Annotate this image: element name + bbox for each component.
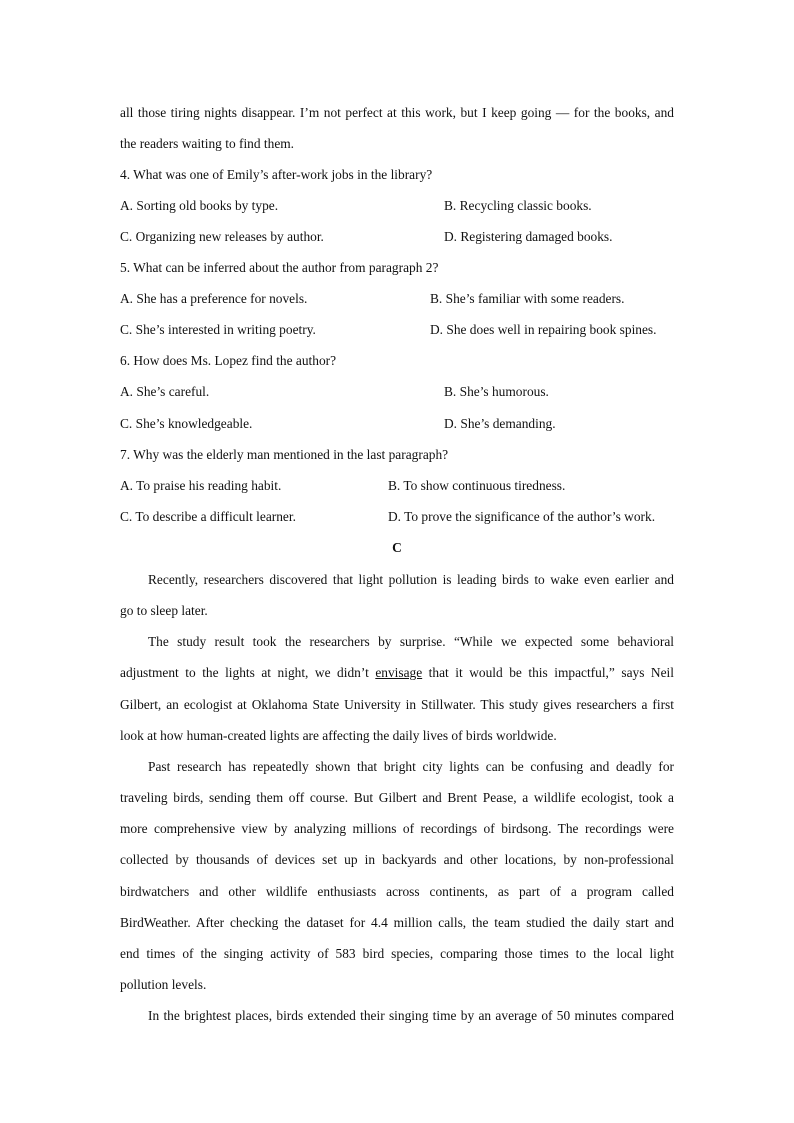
paragraph-line: BirdWeather. After checking the dataset for 4.4 million calls, the team studied the daily start and bbox=[120, 915, 674, 930]
paragraph-line: more comprehensive view by analyzing millions of recordings of birdsong. The recordings were bbox=[120, 821, 674, 836]
question-4-option-c: C. Organizing new releases by author. bbox=[120, 229, 324, 244]
paragraph-line: Recently, researchers discovered that light pollution is leading birds to wake even earlier and bbox=[148, 572, 674, 587]
question-6-option-a: A. She’s careful. bbox=[120, 384, 210, 399]
passage-c-heading: C bbox=[392, 540, 402, 555]
question-5-option-c: C. She’s interested in writing poetry. bbox=[120, 322, 316, 337]
passage-b-line: the readers waiting to find them. bbox=[120, 136, 295, 151]
paragraph-line: Past research has repeatedly shown that bright city lights can be confusing and deadly for bbox=[148, 759, 674, 774]
paragraph-line: In the brightest places, birds extended their singing time by an average of 50 minutes compared bbox=[148, 1008, 674, 1023]
question-5-stem: 5. What can be inferred about the author from paragraph 2? bbox=[120, 260, 439, 275]
paragraph-line: birdwatchers and other wildlife enthusiasts across continents, as part of a program called bbox=[120, 884, 674, 899]
question-6-option-c: C. She’s knowledgeable. bbox=[120, 416, 253, 431]
underlined-word: envisage bbox=[375, 665, 423, 680]
paragraph-text: that it would be this impactful,” says Neil bbox=[422, 665, 674, 680]
paragraph-line: Gilbert, an ecologist at Oklahoma State University in Stillwater. This study gives researchers a first bbox=[120, 697, 674, 712]
paragraph-line: end times of the singing activity of 583 bird species, comparing those times to the local light bbox=[120, 946, 674, 961]
question-5-option-d: D. She does well in repairing book spines. bbox=[430, 322, 657, 337]
question-7-option-b: B. To show continuous tiredness. bbox=[388, 478, 566, 493]
question-4-option-a: A. Sorting old books by type. bbox=[120, 198, 279, 213]
paragraph-line: collected by thousands of devices set up in backyards and other locations, by non-professional bbox=[120, 852, 674, 867]
question-6-stem: 6. How does Ms. Lopez find the author? bbox=[120, 353, 337, 368]
paragraph-line bbox=[120, 664, 674, 682]
paragraph-text: adjustment to the lights at night, we didn’t bbox=[120, 665, 376, 680]
question-7-option-a: A. To praise his reading habit. bbox=[120, 478, 282, 493]
question-7-option-c: C. To describe a difficult learner. bbox=[120, 509, 296, 524]
paragraph-line: traveling birds, sending them off course. But Gilbert and Brent Pease, a wildlife ecologist, took a bbox=[120, 790, 674, 805]
paragraph-line: go to sleep later. bbox=[120, 603, 208, 618]
question-6-option-b: B. She’s humorous. bbox=[444, 384, 549, 399]
question-4-option-b: B. Recycling classic books. bbox=[444, 198, 592, 213]
question-7-stem: 7. Why was the elderly man mentioned in the last paragraph? bbox=[120, 447, 449, 462]
question-4-option-d: D. Registering damaged books. bbox=[444, 229, 613, 244]
paragraph-line: look at how human-created lights are affecting the daily lives of birds worldwide. bbox=[120, 728, 557, 743]
question-4-stem: 4. What was one of Emily’s after-work jobs in the library? bbox=[120, 167, 433, 182]
question-6-option-d: D. She’s demanding. bbox=[444, 416, 556, 431]
paragraph-line: The study result took the researchers by surprise. “While we expected some behavioral bbox=[148, 634, 674, 649]
question-7-option-d: D. To prove the significance of the author’s work. bbox=[388, 509, 656, 524]
paragraph-line: pollution levels. bbox=[120, 977, 207, 992]
question-5-option-b: B. She’s familiar with some readers. bbox=[430, 291, 625, 306]
passage-b-line: all those tiring nights disappear. I’m not perfect at this work, but I keep going — for the books, and bbox=[120, 105, 674, 120]
question-5-option-a: A. She has a preference for novels. bbox=[120, 291, 308, 306]
